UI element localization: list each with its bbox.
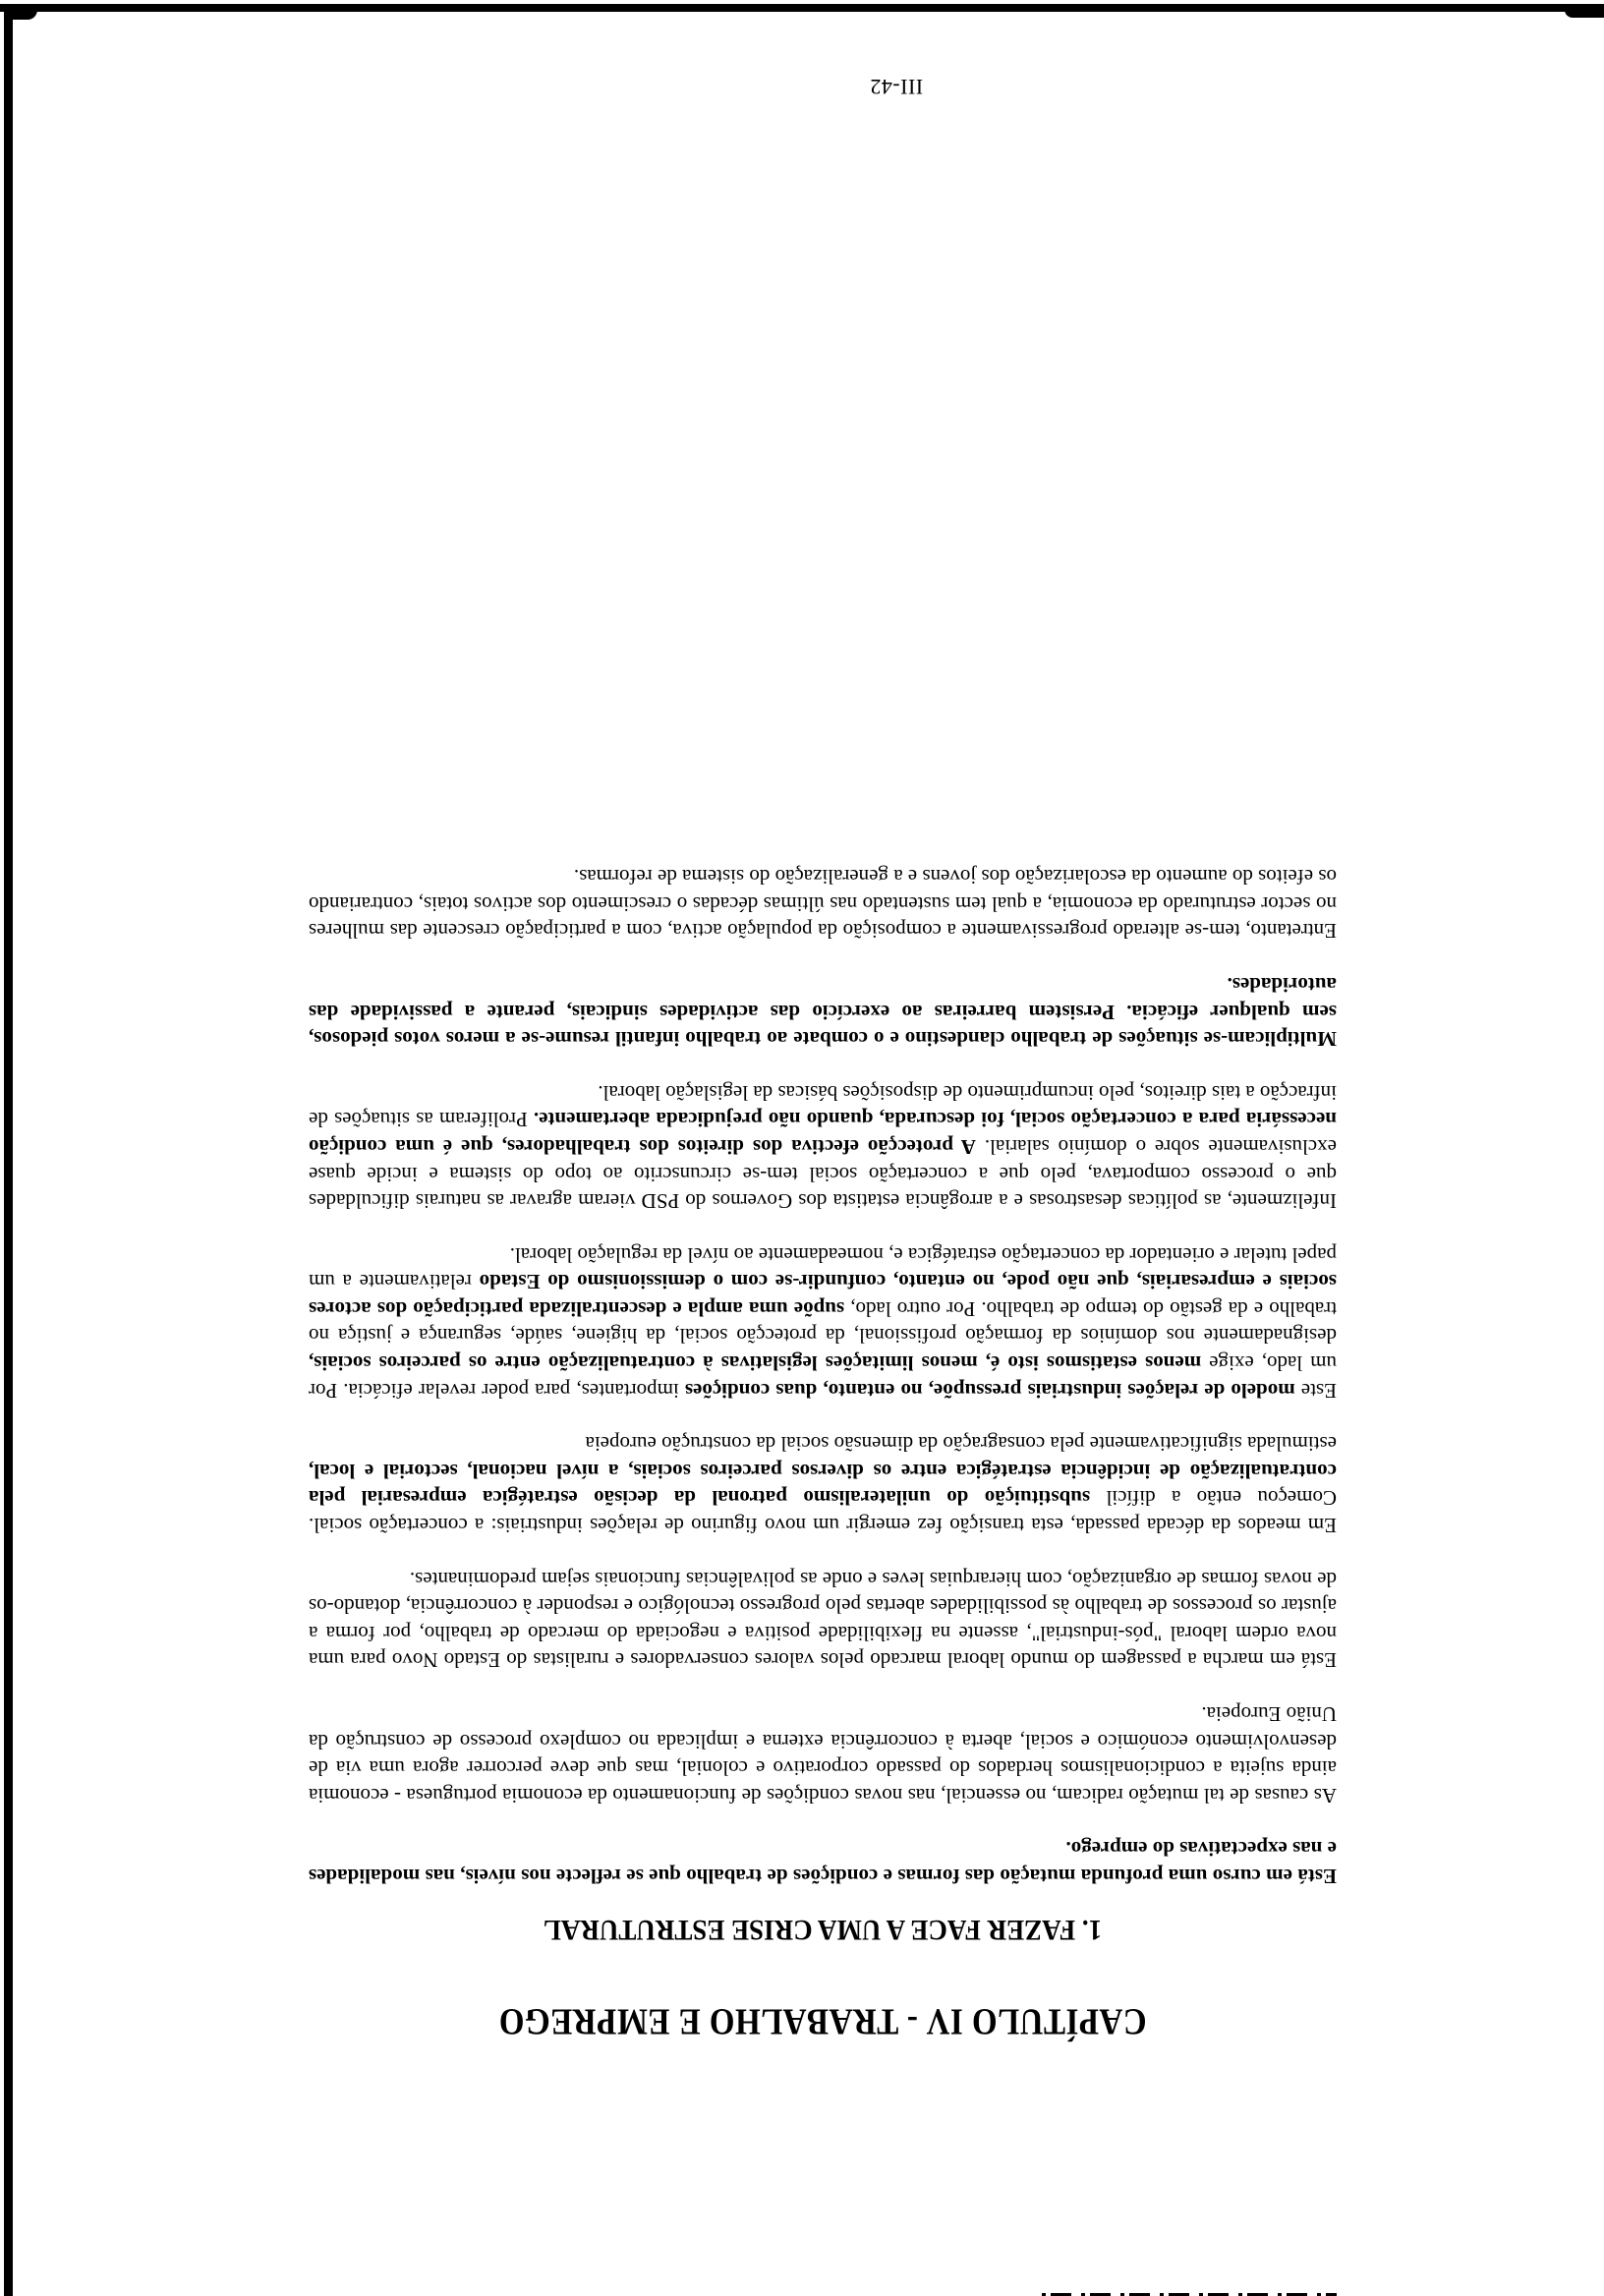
paragraph-3: Está em marcha a passagem do mundo laboral marcado pelos valores conservadores e ruralistas do Estado Novo para uma nova ordem laboral "pós-industrial", assente na flexibilidade positiva e negociada do mercado de trabalho, por forma a ajustar os processos de trabalho às possibilidades abertas pelo progresso tecnológico e responder à concorrência, dotando-os de novas formas de organização, com hierarquias leves e onde as polivalências funcionais sejam predominantes. <box>309 1567 1337 1673</box>
chapter-title: CAPÍTULO IV - TRABALHO E EMPREGO <box>498 2000 1147 2041</box>
paragraph-5-seg-0: Este <box>1294 1378 1337 1403</box>
paragraph-6-seg-1-bold: A protecção efectiva dos direitos dos trabalhadores, que é uma condição necessária para a concertação social, foi descurada, quando não prejudicada abertamente. <box>309 1108 1337 1159</box>
paragraph-4-seg-2: estimulada significativamente pela consagração da dimensão social da construção europeia <box>585 1432 1337 1457</box>
paragraph-4-seg-1-bold: substituição do unilateralismo patronal da decisão estratégica empresarial pela contratualização de incidência estratégica entre os diversos parceiros sociais, a nível nacional, sectorial e local, <box>309 1459 1337 1511</box>
paragraph-6-seg-0: Infelizmente, as políticas desastrosas e a arrogância estatista dos Governos do PSD vieram agravar as naturais dificuldades que o processo comportava, pelo que a concertação social tem-se circunscrito ao topo do sistema e incide quase exclusivamente sobre o domínio salarial. <box>309 1134 1337 1214</box>
page-number-text: III-42 <box>869 75 924 99</box>
page-number <box>0 74 1604 99</box>
paragraph-5-seg-6: relativamente a um papel tutelar e orientador da concertação estratégica e, nomeadamente ao nível da regulação laboral. <box>309 1242 1337 1294</box>
paragraph-5-seg-3-bold: menos estatismos isto é, menos limitações legislativas à contratualização entre os parceiros sociais, <box>308 1351 1202 1376</box>
paragraph-6-seg-2: Proliferam as situações de infracção a tais direitos, pelo incumprimento de disposições básicas da legislação laboral. <box>309 1080 1337 1132</box>
section-title: 1. FAZER FACE A UMA CRISE ESTRUTURAL <box>543 1914 1103 1947</box>
paragraph-5-seg-1-bold: modelo de relações industriais pressupõe, no entanto, duas condições <box>684 1378 1295 1403</box>
paragraph-5 <box>309 1240 1337 1404</box>
paragraph-4 <box>309 1430 1337 1538</box>
paragraph-4-seg-0: Em meados da década passada, esta transição fez emergir um novo figurino de relações industriais: a concertação social. Começou então a difícil <box>309 1486 1337 1538</box>
paragraph-6 <box>309 1078 1337 1214</box>
paragraph-1: Está em curso uma profunda mutação das formas e condições de trabalho que se reflecte nos níveis, nas modalidades e nas expectativas do emprego. <box>309 1837 1337 1888</box>
paragraph-8: Entretanto, tem-se alterado progressivamente a composição da população activa, com a participação crescente das mulheres no sector estruturado da economia, a qual tem sustentado nas últimas décadas o crescimento dos activos totais, contrariando os efeitos do aumento da escolarização dos jovens e a generalização do sistema de reformas. <box>309 865 1337 944</box>
paragraph-5-seg-5-bold: supõe uma ampla e descentralizada participação dos actores sociais e empresariais, que não pode, no entanto, confundir-se com o demissionismo do Estado <box>309 1270 1337 1321</box>
paragraph-5-seg-4: designadamente nos domínios da formação profissional, da protecção social, da higiene, saúde, segurança e justiça no trabalho e da gestão do tempo de trabalho. Por outro lado, <box>309 1296 1337 1349</box>
paragraph-2: As causas de tal mutação radicam, no essencial, nas novas condições de funcionamento da economia portuguesa - economia ainda sujeita a condicionalismos herdados do passado corporativo e colonial, mas que deve percorrer agora uma via de desenvolvimento económico e social, aberta à concorrência externa e implicada no complexo processo de construção da União Europeia. <box>309 1702 1337 1808</box>
page-body <box>309 836 1337 2040</box>
paragraph-7: Multiplicam-se situações de trabalho clandestino e o combate ao trabalho infantil resume-se a meros votos piedosos, sem qualquer eficácia. Persistem barreiras ao exercício das actividades sindicais, perante a passividade das autoridades. <box>309 972 1337 1052</box>
paragraph-5-seg-2: importantes, para poder revelar eficácia. Por um lado, exige <box>309 1351 1337 1403</box>
